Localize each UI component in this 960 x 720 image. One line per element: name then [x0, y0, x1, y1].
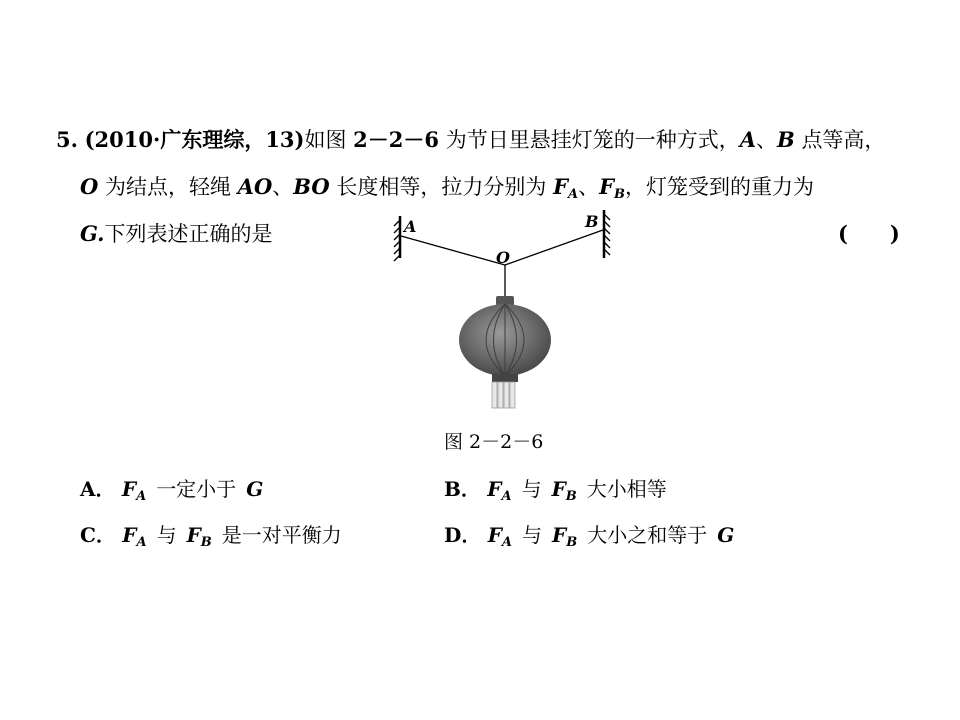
lantern-tassel: [492, 382, 515, 408]
force-fa: $F_A$: [553, 174, 579, 202]
figure-reference: 2－2－6: [353, 127, 440, 152]
lantern: [459, 296, 551, 408]
option-c[interactable]: C． $F_A$ 与 $F_B$ 是一对平衡力: [80, 523, 342, 550]
question-line-2: O 为结点，轻绳 AO、BO 长度相等，拉力分别为 $F_A$、$F_B$，灯笼受到的重力为: [80, 174, 815, 202]
label-o: O: [496, 248, 510, 267]
rope-ao: [401, 236, 505, 265]
left-wall: [394, 216, 400, 261]
option-a[interactable]: A． $F_A$ 一定小于 G: [80, 477, 264, 504]
label-b: B: [585, 212, 599, 231]
answer-parenthesis[interactable]: ( ): [838, 221, 900, 246]
question-line-1: 5. (2010·广东理综，13)如图 2－2－6 为节日里悬挂灯笼的一种方式，A、B 点等高，: [56, 127, 886, 152]
label-a: A: [404, 217, 417, 236]
figure-caption: 图 2－2－6: [444, 431, 544, 453]
rope-bo: [505, 230, 603, 265]
option-d[interactable]: D． $F_A$ 与 $F_B$ 大小之和等于 G: [444, 523, 735, 550]
right-wall: [604, 210, 610, 258]
option-b[interactable]: B． $F_A$ 与 $F_B$ 大小相等: [444, 477, 667, 504]
lantern-diagram: [392, 210, 622, 415]
question-source: (2010·广东理综，13): [84, 127, 305, 152]
question-line-3: G.下列表述正确的是: [80, 221, 273, 246]
question-number: 5.: [56, 127, 78, 152]
force-fb: $F_B$: [599, 174, 626, 202]
